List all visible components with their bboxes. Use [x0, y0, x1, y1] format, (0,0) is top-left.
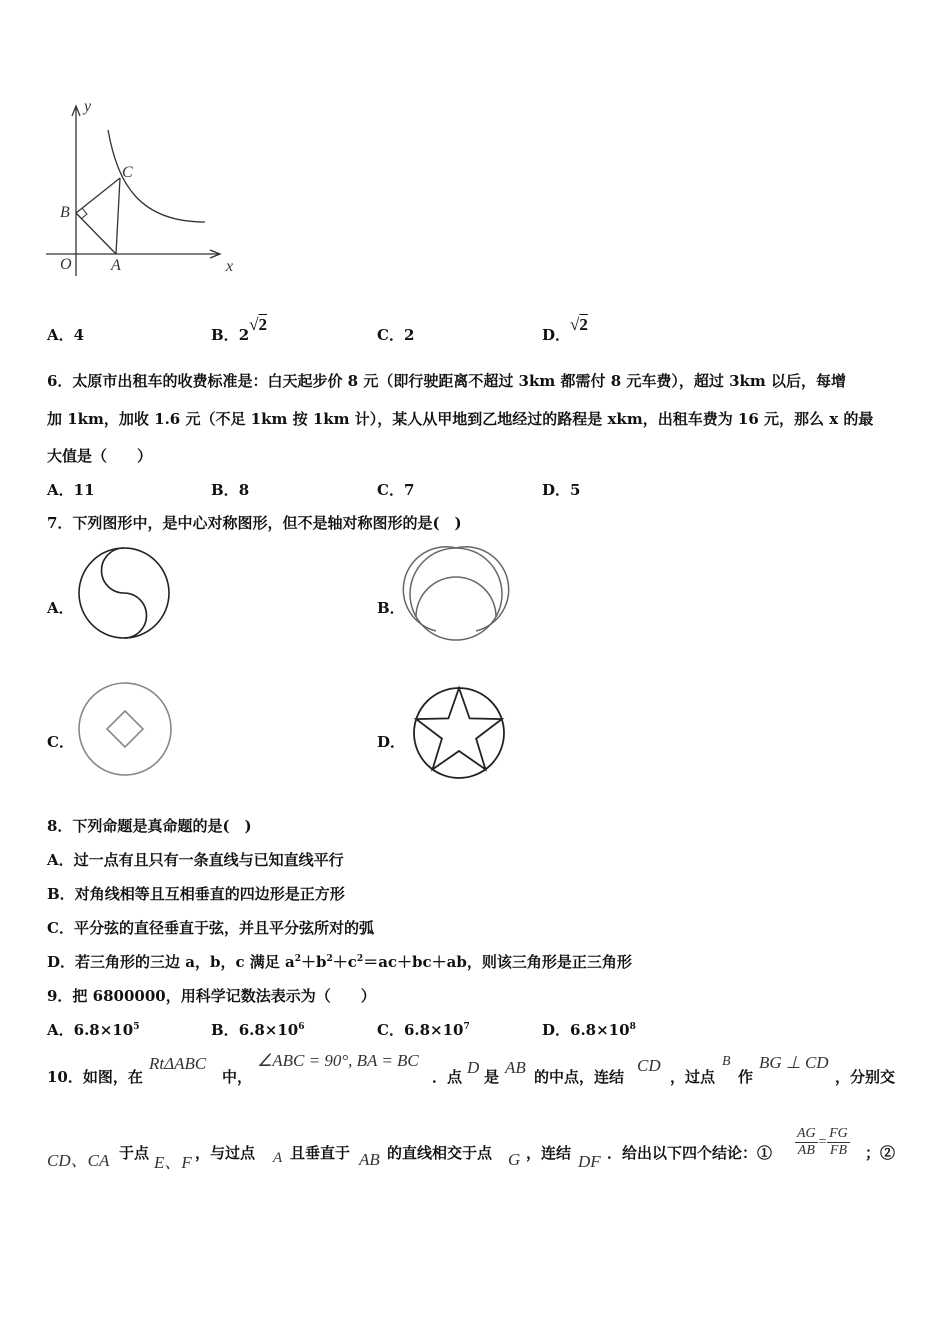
yin-yang-figure — [74, 545, 174, 641]
q10-line-2 — [47, 1124, 927, 1174]
q10-math-ab-2: AB — [359, 1150, 380, 1169]
three-arcs-figure — [404, 545, 508, 643]
q10-text-14: ．给出以下四个结论：① — [607, 1144, 773, 1162]
origin-label: O — [60, 256, 72, 273]
q10-math-cd: CD — [637, 1056, 661, 1075]
q7-option-c-letter: C． — [47, 733, 74, 751]
q9-option-c: C．$6.8\times 10^7$ — [377, 1021, 470, 1039]
q10-text-11: 且垂直于 — [290, 1144, 351, 1162]
axis-y-label: y — [84, 98, 92, 115]
fraction-fg-fb: $\frac{FG}{FB}$ — [829, 1126, 848, 1158]
q10-equation — [795, 1126, 850, 1159]
q10-text-10: ，与过点 — [195, 1144, 256, 1162]
q8-option-b: B．对角线相等且互相垂直的四边形是正方形 — [47, 885, 345, 903]
q5-option-a: A．4 — [47, 326, 85, 344]
q9-option-d: D．$6.8\times 10^8$ — [542, 1021, 636, 1039]
q6-line-2: 加 1km，加收 1.6 元（不足 1km 按 1km 计），某人从甲地到乙地经过的路程是 xkm，出租车费为 16 元，那么 x 的最 — [47, 410, 874, 428]
q10-text-3: ．点 — [432, 1068, 463, 1086]
q10-text-1: 10．如图，在 — [47, 1068, 143, 1086]
q10-math-cd-ca: CD、CA — [47, 1151, 110, 1170]
q10-text-9: 于点 — [119, 1144, 150, 1162]
coin-figure — [76, 680, 174, 778]
q10-math-d: D — [467, 1058, 480, 1077]
q5-option-b: B．2√2 — [211, 315, 267, 344]
q10-text-7: 作 — [738, 1068, 754, 1086]
q10-text-2: 中， — [222, 1068, 253, 1086]
q6-option-a: A．11 — [47, 481, 95, 499]
q10-math-angle: ∠ABC = 90°, BA = BC — [257, 1051, 419, 1070]
q10-math-b: B — [722, 1054, 731, 1069]
q5-figure — [40, 100, 260, 290]
q6-option-c: C．7 — [377, 481, 415, 499]
q6-line-3: 大值是（ ） — [47, 447, 153, 465]
q5-option-d: D．√2 — [542, 315, 588, 344]
q8-option-c: C．平分弦的直径垂直于弦，并且平分弦所对的弧 — [47, 919, 374, 937]
q6-option-b: B．8 — [211, 481, 250, 499]
q10-line-1 — [47, 1050, 927, 1090]
q10-text-8: ，分别交 — [835, 1068, 896, 1086]
q9-stem: 9．把 6800000，用科学记数法表示为（ ） — [47, 987, 376, 1005]
q7-stem: 7．下列图形中，是中心对称图形，但不是轴对称图形的是( ) — [47, 514, 462, 532]
q9-option-a: A．$6.8\times 10^5$ — [47, 1021, 140, 1039]
q10-math-ab: AB — [505, 1058, 526, 1077]
q8-stem: 8．下列命题是真命题的是( ) — [47, 817, 252, 835]
q10-text-15: ；② — [865, 1144, 896, 1162]
q10-text-4: 是 — [484, 1068, 500, 1086]
star-in-circle-figure — [410, 684, 508, 782]
q7-option-a-letter: A． — [47, 599, 74, 617]
point-b-label: B — [60, 204, 70, 221]
q10-math-rt-triangle: RtΔABC — [149, 1054, 207, 1073]
q8-option-d: D．若三角形的三边 a，b，c 满足 $a^2+b^2+c^2=ac+bc+ab$，则该三角形是正三角形 — [47, 953, 632, 971]
q10-math-df: DF — [578, 1152, 601, 1171]
q6-line-1: 6．太原市出租车的收费标准是：白天起步价 8 元（即行驶距离不超过 3km 都需付 8 元车费），超过 3km 以后，每增 — [47, 372, 846, 390]
q9-option-b: B．$6.8\times 10^6$ — [211, 1021, 305, 1039]
q10-math-e-f: E、F — [154, 1153, 192, 1172]
q10-text-12: 的直线相交于点 — [387, 1144, 493, 1162]
equals-sign: = — [817, 1134, 828, 1150]
q10-text-6: ，过点 — [670, 1068, 716, 1086]
q10-math-bg-perp-cd: BG ⊥ CD — [759, 1053, 829, 1072]
q10-text-5: 的中点，连结 — [534, 1068, 625, 1086]
point-a-label: A — [111, 257, 121, 274]
fraction-ag-ab: $\frac{AG}{AB}$ — [797, 1126, 816, 1158]
q7-option-d-letter: D． — [377, 733, 406, 751]
q8-option-a: A．过一点有且只有一条直线与已知直线平行 — [47, 851, 344, 869]
axis-x-label: x — [226, 258, 234, 275]
q5-option-c: C．2 — [377, 326, 415, 344]
q7-option-b-letter: B． — [377, 599, 405, 617]
q10-math-a: A — [273, 1150, 283, 1166]
q10-math-g: G — [508, 1150, 521, 1169]
q10-text-13: ，连结 — [526, 1144, 572, 1162]
point-c-label: C — [122, 164, 133, 181]
q6-option-d: D．5 — [542, 481, 581, 499]
